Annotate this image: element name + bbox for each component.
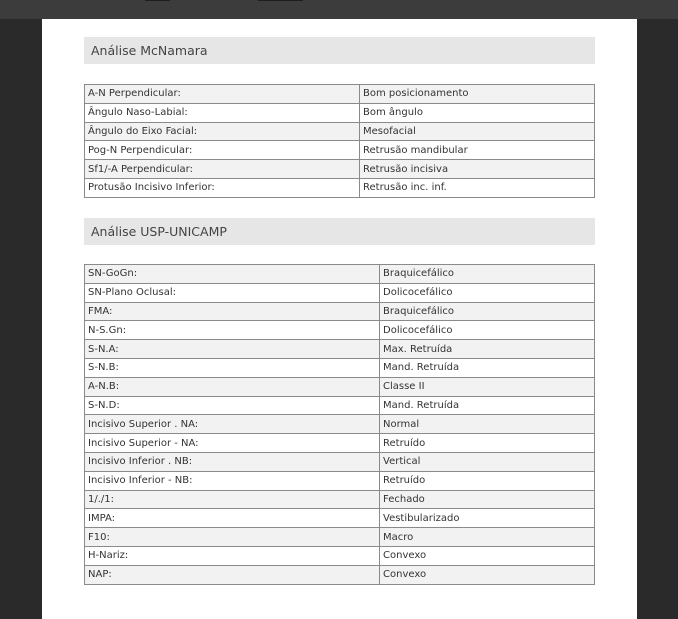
- row-value: Dolicocefálico: [380, 283, 595, 302]
- row-value: Retruído: [380, 434, 595, 453]
- row-value: Braquicefálico: [380, 302, 595, 321]
- row-label: A-N Perpendicular:: [85, 85, 360, 104]
- row-label: IMPA:: [85, 509, 380, 528]
- table-row: [85, 283, 595, 302]
- table-row: [85, 471, 595, 490]
- table-row: [85, 302, 595, 321]
- table-row: [85, 178, 595, 197]
- table-row: [85, 103, 595, 122]
- table-row: [85, 141, 595, 160]
- row-value: Retruído: [380, 471, 595, 490]
- row-label: S-N.B:: [85, 358, 380, 377]
- row-value: Vestibularizado: [380, 509, 595, 528]
- viewer-toolbar: [0, 0, 678, 19]
- row-value: Dolicocefálico: [380, 321, 595, 340]
- row-label: A-N.B:: [85, 377, 380, 396]
- row-label: Pog-N Perpendicular:: [85, 141, 360, 160]
- row-label: Incisivo Superior . NA:: [85, 415, 380, 434]
- section-header-usp-unicamp: Análise USP-UNICAMP: [84, 218, 595, 245]
- row-label: NAP:: [85, 565, 380, 584]
- section-header-mcnamara: Análise McNamara: [84, 37, 595, 64]
- usp-unicamp-table: [84, 264, 595, 585]
- table-row: [85, 321, 595, 340]
- row-value: Mesofacial: [360, 122, 595, 141]
- table-row: [85, 377, 595, 396]
- row-value: Max. Retruída: [380, 340, 595, 359]
- row-label: Incisivo Superior - NA:: [85, 434, 380, 453]
- row-value: Mand. Retruída: [380, 396, 595, 415]
- table-row: [85, 415, 595, 434]
- toolbar-control[interactable]: [145, 0, 170, 1]
- row-value: Convexo: [380, 546, 595, 565]
- row-label: 1/./1:: [85, 490, 380, 509]
- toolbar-control[interactable]: [258, 0, 303, 1]
- table-row: [85, 546, 595, 565]
- document-page: [42, 19, 637, 619]
- row-value: Fechado: [380, 490, 595, 509]
- row-value: Retrusão mandibular: [360, 141, 595, 160]
- row-value: Retrusão inc. inf.: [360, 178, 595, 197]
- row-label: N-S.Gn:: [85, 321, 380, 340]
- row-value: Mand. Retruída: [380, 358, 595, 377]
- row-value: Retrusão incisiva: [360, 160, 595, 179]
- table-row: [85, 509, 595, 528]
- row-label: SN-Plano Oclusal:: [85, 283, 380, 302]
- mcnamara-table: [84, 84, 595, 198]
- row-value: Normal: [380, 415, 595, 434]
- row-label: Ângulo Naso-Labial:: [85, 103, 360, 122]
- table-row: [85, 85, 595, 104]
- table-row: [85, 528, 595, 547]
- table-row: [85, 565, 595, 584]
- row-label: FMA:: [85, 302, 380, 321]
- table-row: [85, 396, 595, 415]
- table-row: [85, 434, 595, 453]
- row-label: Incisivo Inferior . NB:: [85, 452, 380, 471]
- row-label: SN-GoGn:: [85, 265, 380, 284]
- table-row: [85, 340, 595, 359]
- row-value: Convexo: [380, 565, 595, 584]
- row-label: Ângulo do Eixo Facial:: [85, 122, 360, 141]
- table-row: [85, 452, 595, 471]
- row-label: Protusão Incisivo Inferior:: [85, 178, 360, 197]
- row-label: F10:: [85, 528, 380, 547]
- row-value: Macro: [380, 528, 595, 547]
- table-row: [85, 265, 595, 284]
- table-row: [85, 122, 595, 141]
- row-label: Incisivo Inferior - NB:: [85, 471, 380, 490]
- row-value: Vertical: [380, 452, 595, 471]
- table-row: [85, 160, 595, 179]
- row-label: S-N.D:: [85, 396, 380, 415]
- row-value: Classe II: [380, 377, 595, 396]
- row-label: S-N.A:: [85, 340, 380, 359]
- row-label: Sf1/-A Perpendicular:: [85, 160, 360, 179]
- table-row: [85, 358, 595, 377]
- row-value: Braquicefálico: [380, 265, 595, 284]
- row-value: Bom ângulo: [360, 103, 595, 122]
- row-value: Bom posicionamento: [360, 85, 595, 104]
- row-label: H-Nariz:: [85, 546, 380, 565]
- table-row: [85, 490, 595, 509]
